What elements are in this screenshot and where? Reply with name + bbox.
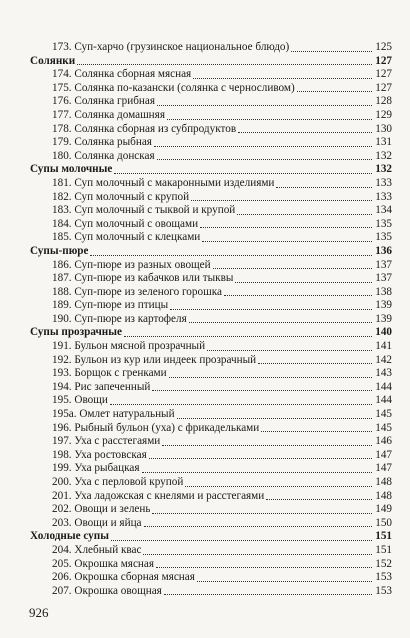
entry-title: 183. Суп молочный с тыквой и крупой bbox=[52, 204, 236, 217]
dot-leader bbox=[238, 132, 372, 133]
dot-leader bbox=[144, 526, 372, 527]
toc-section-heading bbox=[30, 163, 392, 177]
dot-leader bbox=[154, 146, 372, 147]
entry-page-number: 135 bbox=[375, 231, 392, 244]
entry-page-number: 132 bbox=[375, 149, 392, 162]
entry-page-number: 145 bbox=[375, 421, 392, 434]
dot-leader bbox=[152, 513, 372, 514]
toc-section-heading bbox=[30, 326, 392, 340]
toc-entry bbox=[30, 150, 392, 164]
toc-entry bbox=[30, 286, 392, 300]
entry-page-number: 132 bbox=[375, 163, 392, 176]
table-of-contents bbox=[30, 41, 392, 598]
entry-title: 195а. Омлет натуральный bbox=[52, 408, 175, 421]
dot-leader bbox=[157, 159, 372, 160]
entry-page-number: 141 bbox=[375, 340, 392, 353]
dot-leader bbox=[189, 322, 372, 323]
dot-leader bbox=[213, 268, 372, 269]
entry-title: 190. Суп-пюре из картофеля bbox=[52, 312, 187, 325]
dot-leader bbox=[170, 309, 372, 310]
toc-entry bbox=[30, 585, 392, 599]
toc-entry bbox=[30, 435, 392, 449]
dot-leader bbox=[110, 404, 372, 405]
toc-entry bbox=[30, 41, 392, 55]
entry-page-number: 153 bbox=[375, 584, 392, 597]
dot-leader bbox=[149, 458, 372, 459]
toc-entry bbox=[30, 367, 392, 381]
dot-leader bbox=[157, 105, 372, 106]
entry-page-number: 131 bbox=[375, 136, 392, 149]
entry-page-number: 147 bbox=[375, 462, 392, 475]
dot-leader bbox=[142, 472, 372, 473]
toc-entry bbox=[30, 313, 392, 327]
entry-page-number: 152 bbox=[375, 557, 392, 570]
dot-leader bbox=[207, 350, 372, 351]
entry-title: 187. Суп-пюре из кабачков или тыквы bbox=[52, 272, 234, 285]
entry-page-number: 153 bbox=[375, 571, 392, 584]
entry-title: 180. Солянка донская bbox=[52, 149, 155, 162]
section-title: Солянки bbox=[30, 54, 76, 67]
dot-leader bbox=[297, 91, 372, 92]
entry-title: 188. Суп-пюре из зеленого горошка bbox=[52, 285, 222, 298]
toc-entry bbox=[30, 354, 392, 368]
toc-entry bbox=[30, 381, 392, 395]
dot-leader bbox=[152, 390, 372, 391]
entry-page-number: 127 bbox=[375, 68, 392, 81]
entry-page-number: 134 bbox=[375, 204, 392, 217]
dot-leader bbox=[202, 241, 372, 242]
dot-leader bbox=[276, 187, 372, 188]
entry-page-number: 127 bbox=[375, 81, 392, 94]
entry-title: 173. Суп-харчо (грузинское национальное блюдо) bbox=[52, 41, 290, 53]
entry-title: 203. Овощи и яйца bbox=[52, 516, 142, 529]
toc-entry bbox=[30, 191, 392, 205]
entry-page-number: 146 bbox=[375, 435, 392, 448]
toc-entry bbox=[30, 517, 392, 531]
entry-title: 193. Борщок с гренками bbox=[52, 367, 167, 380]
dot-leader bbox=[261, 431, 372, 432]
toc-entry bbox=[30, 394, 392, 408]
dot-leader bbox=[177, 418, 372, 419]
dot-leader bbox=[164, 594, 372, 595]
dot-leader bbox=[124, 336, 372, 337]
dot-leader bbox=[77, 64, 372, 65]
toc-entry bbox=[30, 408, 392, 422]
toc-section-heading bbox=[30, 245, 392, 259]
entry-title: 202. Овощи и зелень bbox=[52, 503, 151, 516]
entry-title: 181. Суп молочный с макаронными изделиями bbox=[52, 176, 275, 189]
toc-entry bbox=[30, 136, 392, 150]
entry-title: 200. Уха с перловой крупой bbox=[52, 476, 184, 488]
dot-leader bbox=[185, 486, 372, 487]
entry-title: 178. Солянка сборная из субпродуктов bbox=[52, 122, 237, 135]
entry-page-number: 144 bbox=[375, 394, 392, 407]
entry-title: 201. Уха ладожская с кнелями и расстегаями bbox=[52, 489, 265, 502]
toc-entry bbox=[30, 462, 392, 476]
section-title: Супы прозрачные bbox=[30, 326, 122, 339]
dot-leader bbox=[167, 119, 372, 120]
dot-leader bbox=[191, 200, 372, 201]
entry-page-number: 136 bbox=[375, 244, 392, 257]
toc-entry bbox=[30, 544, 392, 558]
toc-entry bbox=[30, 259, 392, 273]
entry-title: 189. Суп-пюре из птицы bbox=[52, 299, 169, 312]
entry-title: 179. Солянка рыбная bbox=[52, 136, 152, 149]
entry-title: 184. Суп молочный с овощами bbox=[52, 217, 199, 230]
entry-page-number: 148 bbox=[375, 476, 392, 488]
dot-leader bbox=[90, 255, 372, 256]
toc-entry bbox=[30, 272, 392, 286]
entry-page-number: 130 bbox=[375, 122, 392, 135]
toc-entry bbox=[30, 490, 392, 504]
dot-leader bbox=[200, 227, 372, 228]
toc-entry bbox=[30, 449, 392, 463]
toc-entry bbox=[30, 68, 392, 82]
entry-page-number: 147 bbox=[375, 448, 392, 461]
entry-title: 195. Овощи bbox=[52, 394, 108, 407]
toc-entry bbox=[30, 503, 392, 517]
entry-page-number: 139 bbox=[375, 312, 392, 325]
entry-title: 192. Бульон из кур или индеек прозрачный bbox=[52, 353, 257, 366]
entry-page-number: 151 bbox=[375, 543, 392, 556]
entry-title: 204. Хлебный квас bbox=[52, 543, 142, 556]
dot-leader bbox=[197, 581, 372, 582]
entry-title: 205. Окрошка мясная bbox=[52, 557, 155, 570]
dot-leader bbox=[291, 51, 372, 52]
entry-page-number: 133 bbox=[375, 176, 392, 189]
toc-entry bbox=[30, 340, 392, 354]
toc-section-heading bbox=[30, 530, 392, 544]
entry-page-number: 144 bbox=[375, 380, 392, 393]
entry-page-number: 137 bbox=[375, 272, 392, 285]
entry-page-number: 125 bbox=[375, 41, 392, 53]
entry-page-number: 143 bbox=[375, 367, 392, 380]
entry-title: 176. Солянка грибная bbox=[52, 95, 155, 108]
entry-title: 182. Суп молочный с крупой bbox=[52, 190, 190, 203]
entry-page-number: 148 bbox=[375, 489, 392, 502]
entry-title: 186. Суп-пюре из разных овощей bbox=[52, 258, 211, 271]
entry-title: 198. Уха ростовская bbox=[52, 448, 147, 461]
dot-leader bbox=[162, 445, 372, 446]
section-title: Супы молочные bbox=[30, 163, 113, 176]
toc-entry bbox=[30, 95, 392, 109]
entry-page-number: 129 bbox=[375, 108, 392, 121]
entry-page-number: 150 bbox=[375, 516, 392, 529]
entry-page-number: 140 bbox=[375, 326, 392, 339]
entry-title: 175. Солянка по-казански (солянка с черносливом) bbox=[52, 81, 295, 94]
entry-title: 191. Бульон мясной прозрачный bbox=[52, 340, 206, 353]
entry-title: 185. Суп молочный с клецками bbox=[52, 231, 201, 244]
entry-title: 207. Окрошка овощная bbox=[52, 584, 162, 597]
dot-leader bbox=[111, 540, 372, 541]
dot-leader bbox=[224, 295, 372, 296]
toc-entry bbox=[30, 218, 392, 232]
toc-entry bbox=[30, 422, 392, 436]
entry-page-number: 128 bbox=[375, 95, 392, 108]
entry-title: 206. Окрошка сборная мясная bbox=[52, 571, 195, 584]
entry-page-number: 133 bbox=[375, 190, 392, 203]
entry-page-number: 139 bbox=[375, 299, 392, 312]
toc-entry bbox=[30, 571, 392, 585]
toc-entry bbox=[30, 558, 392, 572]
entry-title: 194. Рис запеченный bbox=[52, 380, 151, 393]
toc-entry bbox=[30, 204, 392, 218]
entry-page-number: 142 bbox=[375, 353, 392, 366]
toc-section-heading bbox=[30, 55, 392, 69]
dot-leader bbox=[237, 214, 372, 215]
entry-title: 177. Солянка домашняя bbox=[52, 108, 165, 121]
toc-entry bbox=[30, 476, 392, 490]
dot-leader bbox=[266, 499, 372, 500]
entry-page-number: 137 bbox=[375, 258, 392, 271]
dot-leader bbox=[193, 78, 372, 79]
section-title: Холодные супы bbox=[30, 530, 109, 543]
entry-page-number: 135 bbox=[375, 217, 392, 230]
toc-entry bbox=[30, 123, 392, 137]
entry-page-number: 149 bbox=[375, 503, 392, 516]
page-number: 926 bbox=[29, 605, 49, 620]
section-title: Супы-пюре bbox=[30, 244, 89, 257]
entry-title: 197. Уха с расстегаями bbox=[52, 435, 161, 448]
entry-page-number: 127 bbox=[375, 54, 392, 67]
dot-leader bbox=[235, 282, 372, 283]
dot-leader bbox=[258, 363, 372, 364]
entry-page-number: 145 bbox=[375, 408, 392, 421]
dot-leader bbox=[156, 567, 372, 568]
dot-leader bbox=[169, 377, 372, 378]
dot-leader bbox=[143, 554, 372, 555]
toc-entry bbox=[30, 299, 392, 313]
dot-leader bbox=[114, 173, 372, 174]
toc-entry bbox=[30, 109, 392, 123]
entry-page-number: 151 bbox=[375, 530, 392, 543]
entry-title: 174. Солянка сборная мясная bbox=[52, 68, 192, 81]
toc-entry bbox=[30, 177, 392, 191]
toc-entry bbox=[30, 231, 392, 245]
entry-title: 199. Уха рыбацкая bbox=[52, 462, 140, 475]
entry-title: 196. Рыбный бульон (уха) с фрикадельками bbox=[52, 421, 260, 434]
entry-page-number: 138 bbox=[375, 285, 392, 298]
toc-entry bbox=[30, 82, 392, 96]
